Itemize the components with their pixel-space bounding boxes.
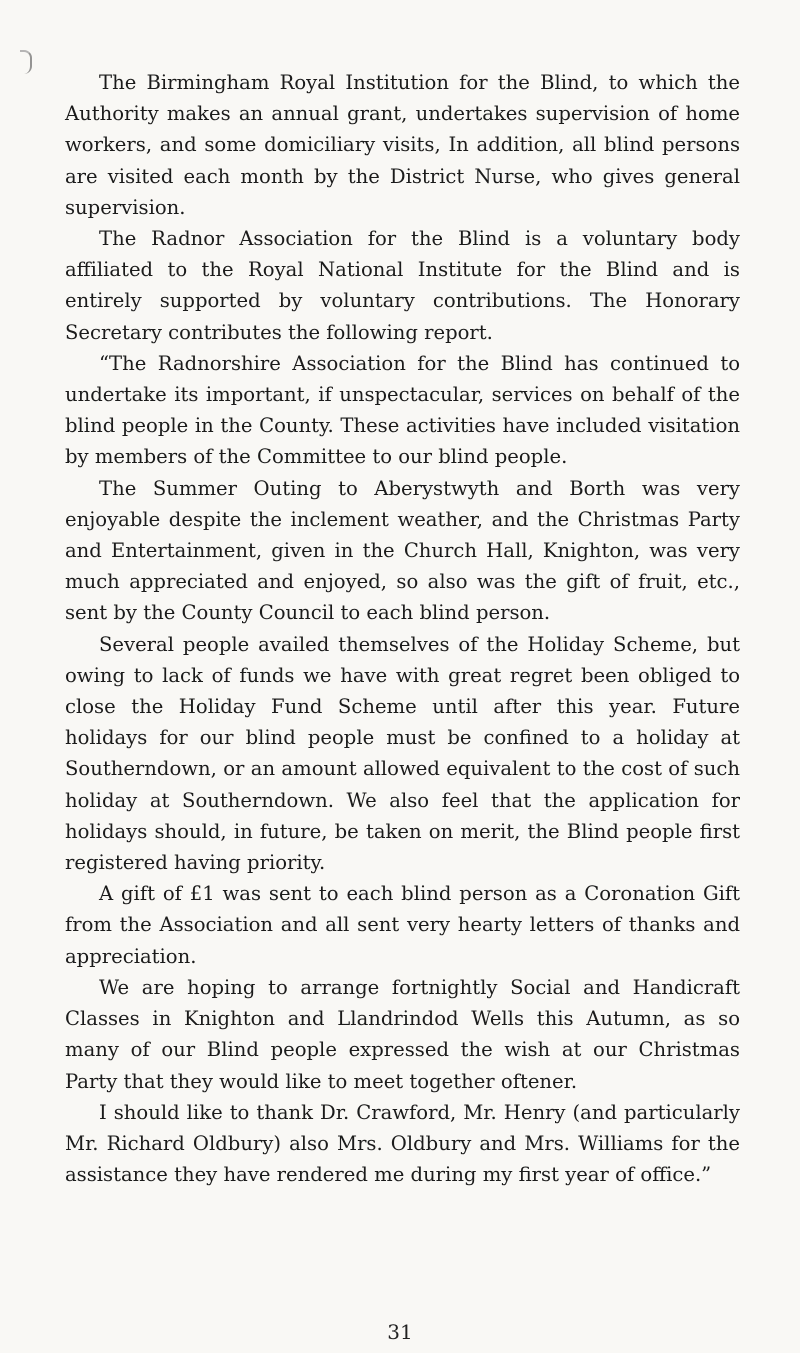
paragraph-summer-outing: The Summer Outing to Aberystwyth and Borth was very enjoyable despite the inclement weather, and the Christmas Party and Entertainment, given in the Church Hall, Knighton, was very much appreciated and enjoyed, so also was the gift of fruit, etc., sent by the County Council to each blind person. bbox=[65, 476, 740, 625]
paragraph-coronation-gift: A gift of £1 was sent to each blind person as a Coronation Gift from the Association and all sent very hearty letters of thanks and appreciation. bbox=[65, 882, 740, 968]
paragraph-holiday-scheme: Several people availed themselves of the Holiday Scheme, but owing to lack of funds we have with great regret been obliged to close the Holiday Fund Scheme until after this year. Future holidays for our blind people must be confined to a holiday at Southerndown, or an amount allowed equivalent to the cost of such holiday at Southerndown. We also feel that the application for holidays should, in future, be taken on merit, the Blind people first registered having priority. bbox=[65, 632, 740, 875]
paragraph-handicraft-classes: We are hoping to arrange fortnightly Social and Handicraft Classes in Knighton and Llandrindod Wells this Autumn, as so many of our Blind people expressed the wish at our Christmas Party that they would like to meet together oftener. bbox=[65, 975, 740, 1093]
paragraph-birmingham-institution: The Birmingham Royal Institution for the Blind, to which the Authority makes an annual grant, undertakes supervision of home workers, and some domiciliary visits, In addition, all blind persons are visited each month by the District Nurse, who gives general supervision. bbox=[65, 71, 740, 219]
page-corner-mark bbox=[20, 50, 32, 74]
body-text bbox=[65, 67, 740, 1190]
paragraph-thanks: I should like to thank Dr. Crawford, Mr. Henry (and particularly Mr. Richard Oldbury) also Mrs. Oldbury and Mrs. Williams for the assistance they have rendered me during my first year of office.” bbox=[65, 1100, 740, 1187]
paragraph-report-intro: “The Radnorshire Association for the Blind has continued to undertake its important, if unspectacular, services on behalf of the blind people in the County. These activities have included visitation by members of the Committee to our blind people. bbox=[65, 351, 740, 469]
page-number: 31 bbox=[387, 1320, 413, 1344]
paragraph-radnor-association: The Radnor Association for the Blind is a voluntary body affiliated to the Royal National Institute for the Blind and is entirely supported by voluntary contributions. The Honorary Secretary contributes the following report. bbox=[65, 227, 740, 344]
